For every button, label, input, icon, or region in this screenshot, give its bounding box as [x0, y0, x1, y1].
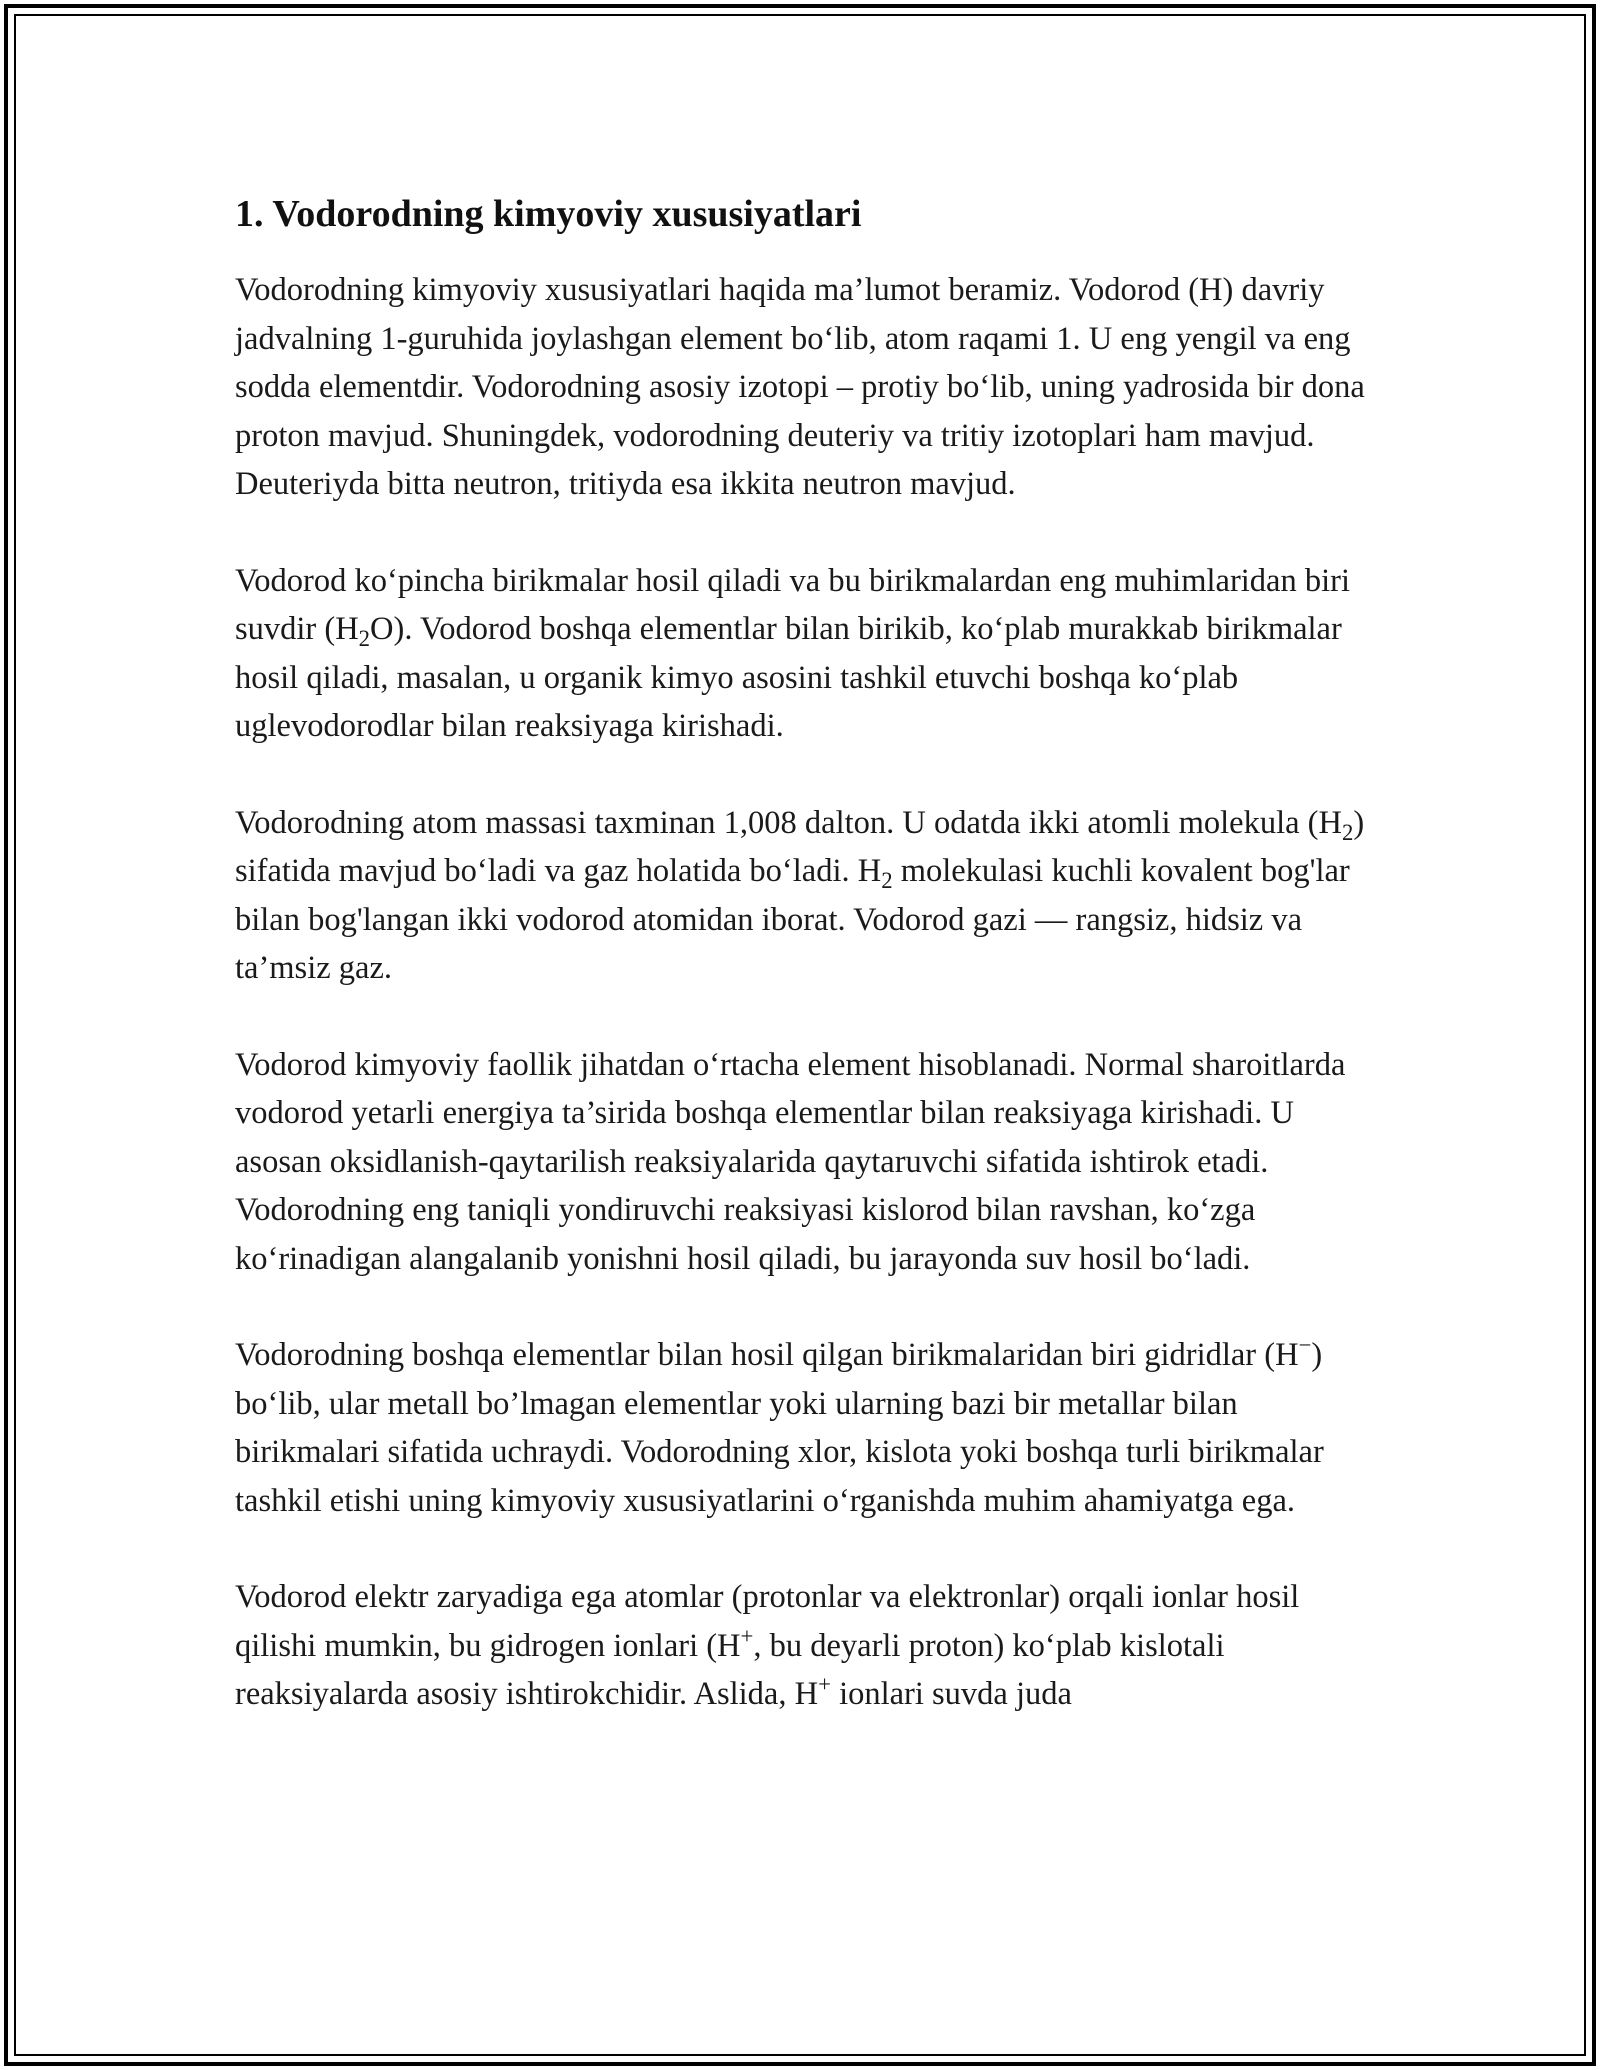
paragraph-6	[235, 1573, 1375, 1719]
document-body	[235, 190, 1375, 1767]
superscript: −	[1298, 1332, 1312, 1358]
paragraph-3-text-c: molekulasi kuchli kovalent bog'lar bilan bog'langan ikki vodorod atomidan iborat. Vodorod gazi — rangsiz, hidsiz va ta’msiz gaz.	[235, 853, 1350, 986]
paragraph-2	[235, 557, 1375, 751]
paragraph-3-text-b: ) sifatida mavjud bo‘ladi va gaz holatida bo‘ladi. H	[235, 804, 1365, 889]
superscript: +	[740, 1623, 754, 1648]
paragraph-4: Vodorod kimyoviy faollik jihatdan o‘rtacha element hisoblanadi. Normal sharoitlarda vodorod yetarli energiya ta’sirida boshqa elementlar bilan reaksiyaga kirishadi. U asosan oksidlanish-qaytarilish reaksiyalarida qaytaruvchi sifatida ishtirok etadi. Vodorodning eng taniqli yondiruvchi reaksiyasi kislorod bilan ravshan, ko‘zga ko‘rinadigan alangalanib yonishni hosil qiladi, bu jarayonda suv hosil bo‘ladi.	[235, 1046, 1346, 1277]
paragraph-3-text-a: Vodorodning atom massasi taxminan 1,008 dalton. U odatda ikki atomli molekula (H	[235, 804, 1342, 841]
paragraph-6-text-a: Vodorod elektr zaryadiga ega atomlar (protonlar va elektronlar) orqali ionlar hosil qilishi mumkin, bu gidrogen ionlari (H	[235, 1579, 1300, 1664]
paragraph-6-text-b: , bu deyarli proton) ko‘plab kislotali reaksiyalarda asosiy ishtirokchidir. Aslida, H	[235, 1627, 1225, 1712]
subscript: 2	[881, 867, 893, 893]
paragraph-5-text-b: ) bo‘lib, ular metall bo’lmagan elementlar yoki ularning bazi bir metallar bilan birikmalari sifatida uchraydi. Vodorodning xlor, kislota yoki boshqa turli birikmalar tashkil etishi uning kimyoviy xususiyatlarini o‘rganishda muhim ahamiyatga ega.	[235, 1337, 1324, 1519]
paragraph-5-text-a: Vodorodning boshqa elementlar bilan hosil qilgan birikmalaridan biri gidridlar (H	[235, 1337, 1299, 1373]
section-heading: 1. Vodorodning kimyoviy xususiyatlari	[235, 193, 862, 235]
paragraph-1: Vodorodning kimyoviy xususiyatlari haqida ma’lumot beramiz. Vodorod (H) davriy jadvalning 1-guruhida joylashgan element bo‘lib, atom raqami 1. U eng yengil va eng sodda elementdir. Vodorodning asosiy izotopi – protiy bo‘lib, uning yadrosida bir dona proton mavjud. Shuningdek, vodorodning deuteriy va tritiy izotoplari ham mavjud. Deuteriyda bitta neutron, tritiyda esa ikkita neutron mavjud.	[235, 272, 1365, 502]
paragraph-6-text-c: ionlari suvda juda	[830, 1676, 1072, 1712]
paragraph-2-text-a: Vodorod ko‘pincha birikmalar hosil qiladi va bu birikmalardan eng muhimlaridan biri suvdir (H	[235, 562, 1350, 647]
paragraph-3	[235, 799, 1375, 993]
paragraph-2-text-b: O). Vodorod boshqa elementlar bilan birikib, ko‘plab murakkab birikmalar hosil qiladi, masalan, u organik kimyo asosini tashkil etuvchi boshqa ko‘plab uglevodorodlar bilan reaksiyaga kirishadi.	[235, 611, 1342, 744]
superscript: +	[818, 1671, 831, 1697]
paragraph-5	[235, 1331, 1375, 1525]
subscript: 2	[1341, 819, 1354, 845]
subscript: 2	[358, 625, 371, 651]
